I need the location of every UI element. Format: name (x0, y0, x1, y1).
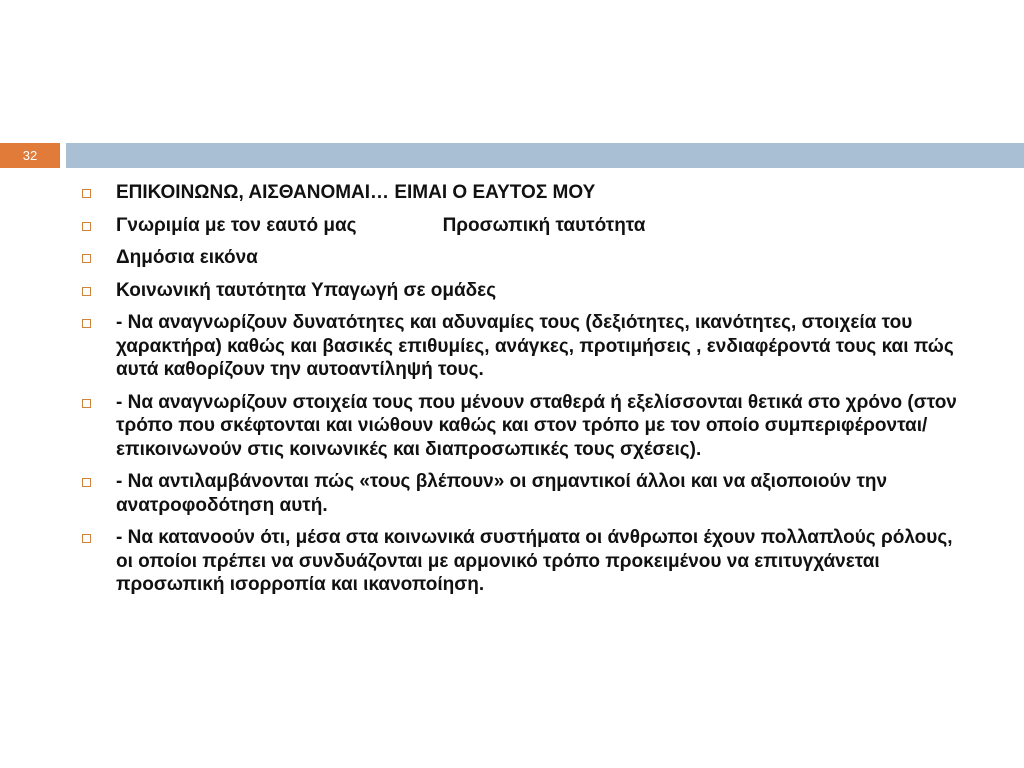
list-item (80, 181, 970, 205)
list-item (80, 391, 970, 462)
square-bullet-icon (82, 319, 91, 328)
square-bullet-icon (82, 222, 91, 231)
square-bullet-icon (82, 534, 91, 543)
list-item (80, 279, 970, 303)
square-bullet-icon (82, 478, 91, 487)
bullet-text: - Να αντιλαμβάνονται πώς «τους βλέπουν» οι σημαντικοί άλλοι και να αξιοποιούν την ανατροφοδότηση αυτή. (116, 471, 893, 516)
bullet-text: - Να κατανοούν ότι, μέσα στα κοινωνικά συστήματα οι άνθρωποι έχουν πολλαπλούς ρόλους, οι οποίοι πρέπει να συνδυάζονται με αρμονικό τρόπο προκειμένου να επιτυγχάνεται προσωπική ισορροπία και ικανοποίηση. (116, 527, 958, 595)
square-bullet-icon (82, 189, 91, 198)
header-bar (66, 143, 1024, 168)
list-item (80, 246, 970, 270)
list-item (80, 214, 970, 238)
list-item (80, 311, 970, 382)
square-bullet-icon (82, 287, 91, 296)
bullet-text: - Να αναγνωρίζουν δυνατότητες και αδυναμίες τους (δεξιότητες, ικανότητες, στοιχεία του χαρακτήρα) καθώς και βασικές επιθυμίες, ανάγκες, προτιμήσεις , ενδιαφέροντά τους και πώς αυτά καθορίζουν την αυτοαντίληψή τους. (116, 312, 960, 380)
bullet-text (116, 214, 970, 238)
bullet-text-part: Προσωπική ταυτότητα (442, 214, 646, 236)
slide-number: 32 (0, 143, 60, 168)
square-bullet-icon (82, 399, 91, 408)
bullet-text: ΕΠΙΚΟΙΝΩΝΩ, ΑΙΣΘΑΝΟΜΑΙ… ΕΙΜΑΙ Ο ΕΑΥΤΟΣ ΜΟΥ (116, 182, 596, 203)
bullet-text: Κοινωνική ταυτότητα Υπαγωγή σε ομάδες (116, 279, 497, 301)
bullet-text: - Να αναγνωρίζουν στοιχεία τους που μένουν σταθερά ή εξελίσσονται θετικά στο χρόνο (στον τρόπο που σκέφτονται και νιώθουν καθώς και στον τρόπο με τον οποίο συμπεριφέρονται/επικοινωνούν στις κοινωνικές και διαπροσωπικές τους σχέσεις). (116, 391, 963, 460)
square-bullet-icon (82, 254, 91, 263)
list-item (80, 526, 970, 597)
bullet-text: Δημόσια εικόνα (116, 247, 258, 268)
bullet-list (80, 181, 970, 606)
list-item (80, 470, 970, 517)
bullet-text-part: Γνωριμία με τον εαυτό μας (116, 214, 357, 236)
